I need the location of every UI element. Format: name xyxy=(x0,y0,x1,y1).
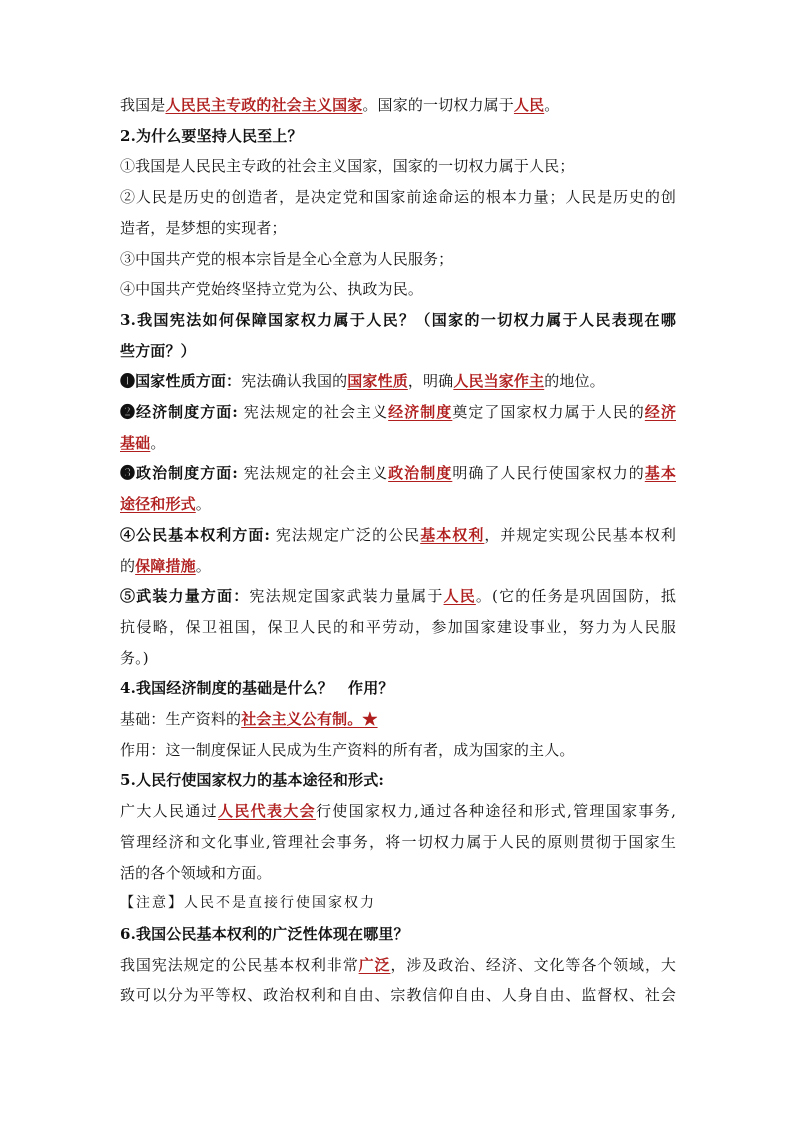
highlighted-keyword: 人民民主专政的社会主义国家 xyxy=(165,96,363,114)
text-line xyxy=(120,305,676,336)
highlighted-keyword: 基本权利 xyxy=(420,525,485,544)
text-line xyxy=(120,888,676,919)
highlighted-keyword: 经济 xyxy=(644,403,676,422)
body-text: 作用：这一制度保证人民成为生产资料的所有者，成为国家的主人。 xyxy=(120,740,575,759)
text-line xyxy=(120,950,676,981)
text-line xyxy=(120,673,676,704)
body-text: ，明确 xyxy=(407,372,454,391)
text-line xyxy=(120,980,676,1011)
body-text: 的地位。 xyxy=(544,372,605,391)
body-text: 【注意】人民不是直接行使国家权力 xyxy=(120,895,376,912)
body-text: 造者，是梦想的实现者； xyxy=(120,218,287,237)
body-text: 。国家的一切权力属于 xyxy=(362,96,514,114)
text-line xyxy=(120,458,676,489)
body-text: 奠定了国家权力属于人民的 xyxy=(452,403,645,422)
document-page xyxy=(120,90,676,1011)
text-line xyxy=(120,90,676,121)
bold-heading-text: ❶国家性质方面： xyxy=(120,372,242,391)
highlighted-keyword: 基本 xyxy=(644,464,676,483)
body-text: 我国是 xyxy=(120,96,166,114)
text-line xyxy=(120,704,676,735)
body-text: ③中国共产党的根本宗旨是全心全意为人民服务； xyxy=(120,249,454,268)
bold-heading-text: 2.为什么要坚持人民至上？ xyxy=(120,126,303,145)
text-line xyxy=(120,121,676,152)
highlighted-keyword: 政治制度 xyxy=(388,464,453,483)
bold-heading-text: 5.人民行使国家权力的基本途径和形式: xyxy=(120,771,385,790)
text-line xyxy=(120,858,676,889)
highlighted-keyword: 途径和形式 xyxy=(120,495,196,514)
body-text: 。 xyxy=(544,96,560,114)
body-text: 宪法规定广泛的公民 xyxy=(270,525,421,544)
body-text: 宪法规定国家武装力量属于 xyxy=(249,587,444,606)
body-text: ，涉及政治、经济、文化等各个领域，大 xyxy=(390,955,676,974)
bold-heading-text: ④公民基本权利方面: xyxy=(120,525,271,544)
text-line xyxy=(120,551,676,582)
body-text: 。 xyxy=(150,433,166,452)
body-text: 。(它的任务是巩固国防，抵 xyxy=(475,587,676,606)
bold-heading-text: ❸政治制度方面: xyxy=(120,464,238,483)
body-text: 宪法规定的社会主义 xyxy=(237,403,389,422)
body-text: ①我国是人民民主专政的社会主义国家，国家的一切权力属于人民； xyxy=(120,157,575,176)
text-line xyxy=(120,520,676,551)
body-text: 宪法规定的社会主义 xyxy=(237,464,389,483)
bold-heading-text: 4.我国经济制度的基础是什么？ 作用？ xyxy=(120,679,394,698)
text-line xyxy=(120,919,676,950)
text-line xyxy=(120,397,676,428)
body-text: 基础：生产资料的 xyxy=(120,710,242,729)
body-text: 广大人民通过 xyxy=(120,802,218,821)
text-line xyxy=(120,643,676,674)
highlighted-keyword: 经济制度 xyxy=(388,403,453,422)
body-text: ②人民是历史的创造者，是决定党和国家前途命运的根本力量；人民是历史的创 xyxy=(120,188,676,207)
bold-heading-text: ❷经济制度方面: xyxy=(120,403,238,422)
body-text: 抗侵略，保卫祖国，保卫人民的和平劳动，参加国家建设事业，努力为人民服 xyxy=(120,617,676,636)
highlighted-keyword: 广泛 xyxy=(358,955,391,974)
highlighted-keyword: 保障措施 xyxy=(135,556,196,575)
body-text: 。 xyxy=(195,495,211,514)
text-line xyxy=(120,336,676,367)
text-line xyxy=(120,735,676,766)
bold-heading-text: 3.我国宪法如何保障国家权力属于人民？（国家的一切权力属于人民表现在哪 xyxy=(120,310,676,329)
highlighted-keyword: 人民代表大会 xyxy=(217,802,316,821)
text-line xyxy=(120,151,676,182)
text-line xyxy=(120,428,676,459)
text-line xyxy=(120,489,676,520)
highlighted-keyword: 人民 xyxy=(443,587,476,606)
body-text: 明确了人民行使国家权力的 xyxy=(452,464,645,483)
text-line xyxy=(120,274,676,305)
highlighted-keyword: 国家性质 xyxy=(347,372,408,391)
text-line xyxy=(120,765,676,796)
highlighted-keyword: 人民当家作主 xyxy=(453,372,545,391)
body-text: 活的各个领域和方面。 xyxy=(120,863,272,882)
bold-heading-text: 些方面？） xyxy=(120,341,196,360)
body-text: 致可以分为平等权、政治权利和自由、宗教信仰自由、人身自由、监督权、社会 xyxy=(120,986,676,1005)
text-line xyxy=(120,581,676,612)
body-text: 宪法确认我国的 xyxy=(241,372,348,391)
body-text: ④中国共产党始终坚持立党为公、执政为民。 xyxy=(120,280,424,299)
body-text: 管理经济和文化事业,管理社会事务，将一切权力属于人民的原则贯彻于国家生 xyxy=(120,832,676,851)
bold-heading-text: 6.我国公民基本权利的广泛性体现在哪里？ xyxy=(120,924,409,943)
text-line xyxy=(120,182,676,213)
text-line xyxy=(120,612,676,643)
text-line xyxy=(120,827,676,858)
body-text: 。 xyxy=(195,556,211,575)
text-line xyxy=(120,244,676,275)
body-text: 我国宪法规定的公民基本权利非常 xyxy=(120,955,359,974)
body-text: 务。) xyxy=(120,648,149,667)
text-line xyxy=(120,366,676,397)
highlighted-keyword: 人民 xyxy=(513,96,545,114)
text-line xyxy=(120,796,676,827)
highlighted-keyword: 社会主义公有制。★ xyxy=(241,710,378,729)
text-line xyxy=(120,213,676,244)
body-text: 行使国家权力,通过各种途径和形式,管理国家事务, xyxy=(315,802,676,821)
highlighted-keyword: 基础 xyxy=(120,433,151,452)
bold-heading-text: ⑤武装力量方面： xyxy=(120,587,250,606)
body-text: ，并规定实现公民基本权利 xyxy=(484,525,676,544)
body-text: 的 xyxy=(120,556,136,575)
